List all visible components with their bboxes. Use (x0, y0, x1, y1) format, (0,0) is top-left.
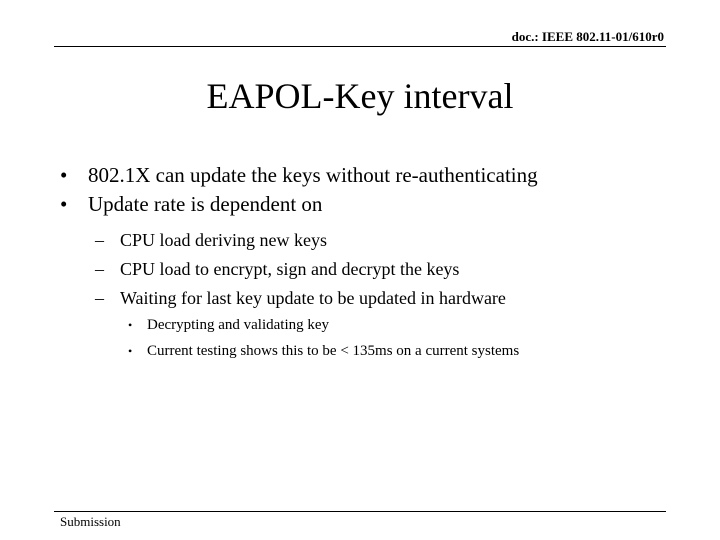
bullet-text: 802.1X can update the keys without re-authenticating (88, 163, 538, 187)
sub-bullet-group (0, 226, 720, 364)
sub-bullet-text: Waiting for last key update to be updated in hardware (120, 288, 506, 308)
sub-sub-bullet-text: Current testing shows this to be < 135ms on a current systems (147, 343, 520, 359)
footer-rule (54, 511, 666, 512)
dash-marker: – (95, 230, 104, 250)
header-rule (54, 46, 666, 47)
sub-sub-bullet-list (0, 312, 720, 364)
bullet-item (0, 161, 720, 190)
sub-bullet-text: CPU load to encrypt, sign and decrypt the keys (120, 259, 460, 279)
dot-marker: • (128, 318, 133, 332)
sub-bullet-text: CPU load deriving new keys (120, 230, 327, 250)
sub-sub-bullet-item (0, 312, 720, 338)
sub-sub-bullet-group (0, 312, 720, 364)
bullet-text: Update rate is dependent on (88, 192, 323, 216)
sub-sub-bullet-item (0, 338, 720, 364)
bullet-marker: • (60, 192, 68, 216)
sub-bullet-item (0, 226, 720, 255)
dash-marker: – (95, 259, 104, 279)
sub-bullet-item (0, 255, 720, 284)
sub-bullet-item (0, 284, 720, 313)
slide-title: EAPOL-Key interval (206, 76, 514, 116)
sub-sub-bullet-text: Decrypting and validating key (147, 317, 330, 333)
sub-bullet-list (0, 226, 720, 364)
dot-marker: • (128, 344, 133, 358)
dash-marker: – (95, 288, 104, 308)
bullet-list (0, 161, 720, 364)
bullet-item (0, 190, 720, 219)
footer-submission: Submission (60, 514, 121, 529)
bullet-marker: • (60, 163, 68, 187)
document-id: doc.: IEEE 802.11-01/610r0 (511, 29, 664, 44)
